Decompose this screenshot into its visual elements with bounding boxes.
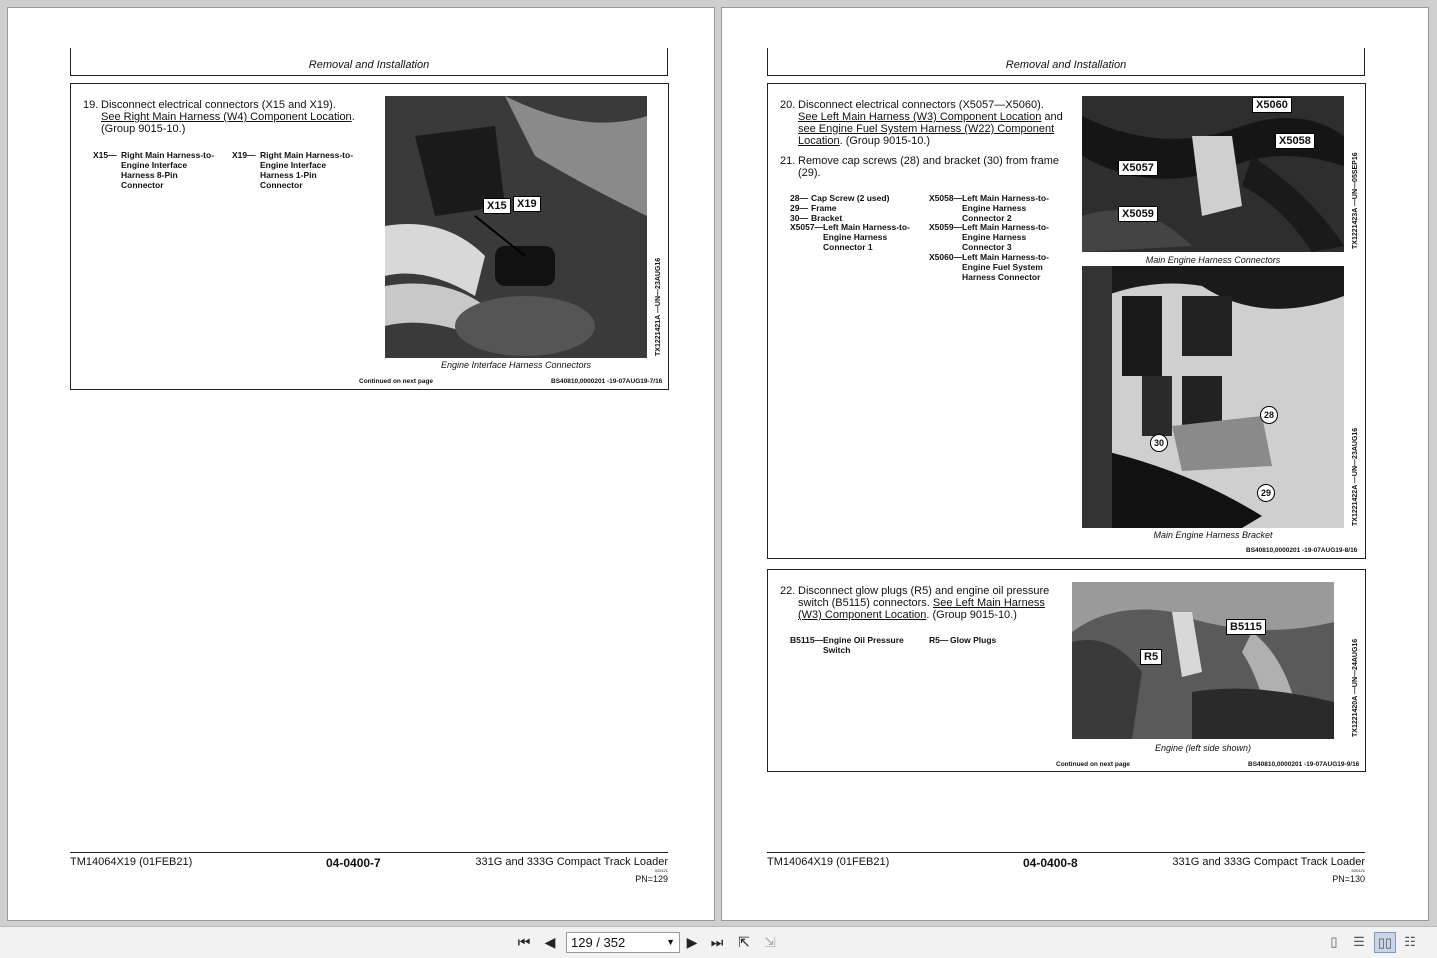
figure-caption: Engine (left side shown) [1154, 743, 1252, 753]
go-forward-icon[interactable]: ⇲ [764, 934, 776, 950]
legend-value: Engine Oil Pressure Switch [823, 635, 904, 655]
photo-illustration [385, 96, 647, 358]
legend-value: Left Main Harness-to-Engine Harness Connector 2 [962, 193, 1049, 223]
footer-date-code: 020121 [654, 868, 668, 873]
legend-value: Frame [811, 203, 837, 213]
footer-rule [767, 852, 1365, 853]
next-page-icon[interactable]: ▶ [686, 934, 698, 950]
step-text [798, 585, 1049, 621]
prev-page-icon[interactable]: ◀ [544, 934, 556, 950]
link-engine-fuel-harness[interactable]: see Engine Fuel System Harness (W22) Component [798, 123, 1055, 135]
callout-29: 29 [1257, 484, 1275, 502]
link-left-main-harness[interactable]: See Left Main Harness [932, 597, 1045, 609]
section-header-text: Removal and Installation [1005, 59, 1127, 71]
figure-caption: Engine Interface Harness Connectors [440, 360, 592, 370]
photo-main-engine-harness-bracket [1082, 266, 1344, 528]
footer-date-code: 020121 [1351, 868, 1365, 873]
figure-id: TX1221420A —UN—24AUG16 [1352, 638, 1359, 737]
legend-value: Right Main Harness-to-Engine Interface Harness 8-Pin Connector [121, 150, 215, 190]
step-number: 19. [83, 99, 99, 111]
legend-value: Cap Screw (2 used) [811, 193, 890, 203]
single-page-view-icon[interactable]: ▯ [1330, 934, 1338, 949]
link-right-main-harness[interactable]: See Right Main Harness (W4) Component Location [101, 111, 352, 123]
section-header [767, 48, 1365, 76]
document-page-right [721, 7, 1429, 921]
section-header [70, 48, 668, 76]
legend-key: R5— [929, 635, 949, 645]
legend-key: X5057— [790, 222, 824, 232]
viewer-toolbar [0, 926, 1437, 958]
photo-engine-left-side [1072, 582, 1334, 739]
footer-manual-id: TM14064X19 (01FEB21) [70, 856, 193, 868]
photo-engine-interface-connectors [385, 96, 647, 358]
callout-x15: X15 [483, 198, 511, 214]
continued-note: Continued on next page [1056, 761, 1131, 768]
callout-x5058: X5058 [1275, 133, 1315, 149]
legend-key: X19— [232, 150, 256, 160]
footer-page-number: 04-0400-8 [1023, 856, 1078, 870]
callout-x5057: X5057 [1118, 160, 1158, 176]
step-text [798, 99, 1063, 147]
step-line: switch (B5115) connectors. [798, 597, 933, 609]
photo-main-engine-harness-connectors [1082, 96, 1344, 252]
step-line: . (Group 9015-10.) [839, 135, 931, 147]
legend-value: Glow Plugs [950, 635, 997, 645]
continued-note: Continued on next page [359, 378, 434, 385]
continuous-view-icon[interactable]: ☰ [1353, 934, 1365, 949]
footer-rule [70, 852, 668, 853]
step-line: Disconnect glow plugs (R5) and engine oil pressure [798, 585, 1050, 597]
continuous-facing-view-icon[interactable]: ☷ [1404, 934, 1416, 949]
legend-key: X5060— [929, 252, 963, 262]
step-line: (Group 9015-10.) [101, 123, 186, 135]
footer-pn: PN=129 [635, 874, 668, 884]
footer-pn: PN=130 [1332, 874, 1365, 884]
step-text [101, 99, 355, 135]
legend-key: 29— [790, 203, 808, 213]
facing-view-icon[interactable]: ▯▯ [1374, 932, 1396, 953]
callout-r5: R5 [1140, 649, 1162, 665]
legend-value: Left Main Harness-to-Engine Fuel System Harness Connector [962, 252, 1049, 282]
callout-x5059: X5059 [1118, 206, 1158, 222]
footer-title: 331G and 333G Compact Track Loader [1172, 856, 1365, 868]
legend-value: Right Main Harness-to-Engine Interface Harness 1-Pin Connector [260, 150, 354, 190]
procedure-box-step22 [767, 569, 1366, 772]
link-engine-fuel-harness-cont[interactable]: Location [798, 135, 840, 147]
footer-page-number: 04-0400-7 [326, 856, 381, 870]
link-left-main-harness[interactable]: See Left Main Harness (W3) Component Location [798, 111, 1042, 123]
legend-value: Left Main Harness-to-Engine Harness Connector 1 [823, 222, 910, 252]
callout-b5115: B5115 [1226, 619, 1266, 635]
figure-id: TX1221422A —UN—23AUG16 [1352, 427, 1359, 526]
reference-code: BS40810,0000201 -19-07AUG19-7/16 [551, 378, 663, 385]
callout-28: 28 [1260, 406, 1278, 424]
step-line: Disconnect electrical connectors (X15 and X19). [101, 99, 336, 111]
step-number: 21. [780, 155, 796, 167]
figure-id: TX1221421A —UN—23AUG16 [655, 257, 662, 356]
step-line: Disconnect electrical connectors (X5057—X5060). [798, 99, 1044, 111]
conjunction: and [1041, 111, 1063, 123]
footer-manual-id: TM14064X19 (01FEB21) [767, 856, 890, 868]
punct: . [351, 111, 355, 123]
page-number-value: 129 / 352 [571, 935, 626, 950]
legend-key: X5059— [929, 222, 963, 232]
document-page-left [7, 7, 715, 921]
step-text [798, 155, 1059, 179]
footer-title: 331G and 333G Compact Track Loader [475, 856, 668, 868]
last-page-icon[interactable]: ⏭ [710, 934, 724, 950]
procedure-box-step19 [70, 83, 669, 390]
legend-value: Left Main Harness-to-Engine Harness Connector 3 [962, 222, 1049, 252]
legend-key: X5058— [929, 193, 963, 203]
callout-x5060: X5060 [1252, 97, 1292, 113]
legend-key: B5115— [790, 635, 824, 645]
procedure-box-step20-21 [767, 83, 1366, 559]
first-page-icon[interactable]: ⏮ [517, 934, 531, 950]
legend-key: X15— [93, 150, 117, 160]
photo-illustration [1072, 582, 1334, 739]
figure-caption: Main Engine Harness Connectors [1145, 255, 1281, 265]
figure-caption: Main Engine Harness Bracket [1153, 530, 1273, 540]
reference-code: BS40810,0000201 -19-07AUG19-9/16 [1248, 761, 1360, 768]
section-header-text: Removal and Installation [308, 59, 430, 71]
step-number: 20. [780, 99, 796, 111]
reference-code: BS40810,0000201 -19-07AUG19-8/16 [1246, 547, 1358, 554]
page-number-select[interactable] [566, 932, 680, 953]
legend-key: 30— [790, 213, 808, 223]
figure-id: TX1221423A —UN—05SEP16 [1352, 152, 1359, 249]
legend-value: Bracket [811, 213, 843, 223]
step-line: (29). [798, 167, 821, 179]
callout-30: 30 [1150, 434, 1168, 452]
legend-key: 28— [790, 193, 808, 203]
step-line: Remove cap screws (28) and bracket (30) from frame [798, 155, 1060, 167]
step-number: 22. [780, 585, 796, 597]
go-back-icon[interactable]: ⇱ [738, 934, 750, 950]
callout-x19: X19 [513, 196, 541, 212]
step-line: . (Group 9015-10.) [926, 609, 1017, 621]
link-left-main-harness-cont[interactable]: (W3) Component Location [798, 609, 927, 621]
chevron-down-icon: ▼ [666, 937, 675, 947]
photo-illustration [1082, 266, 1344, 528]
